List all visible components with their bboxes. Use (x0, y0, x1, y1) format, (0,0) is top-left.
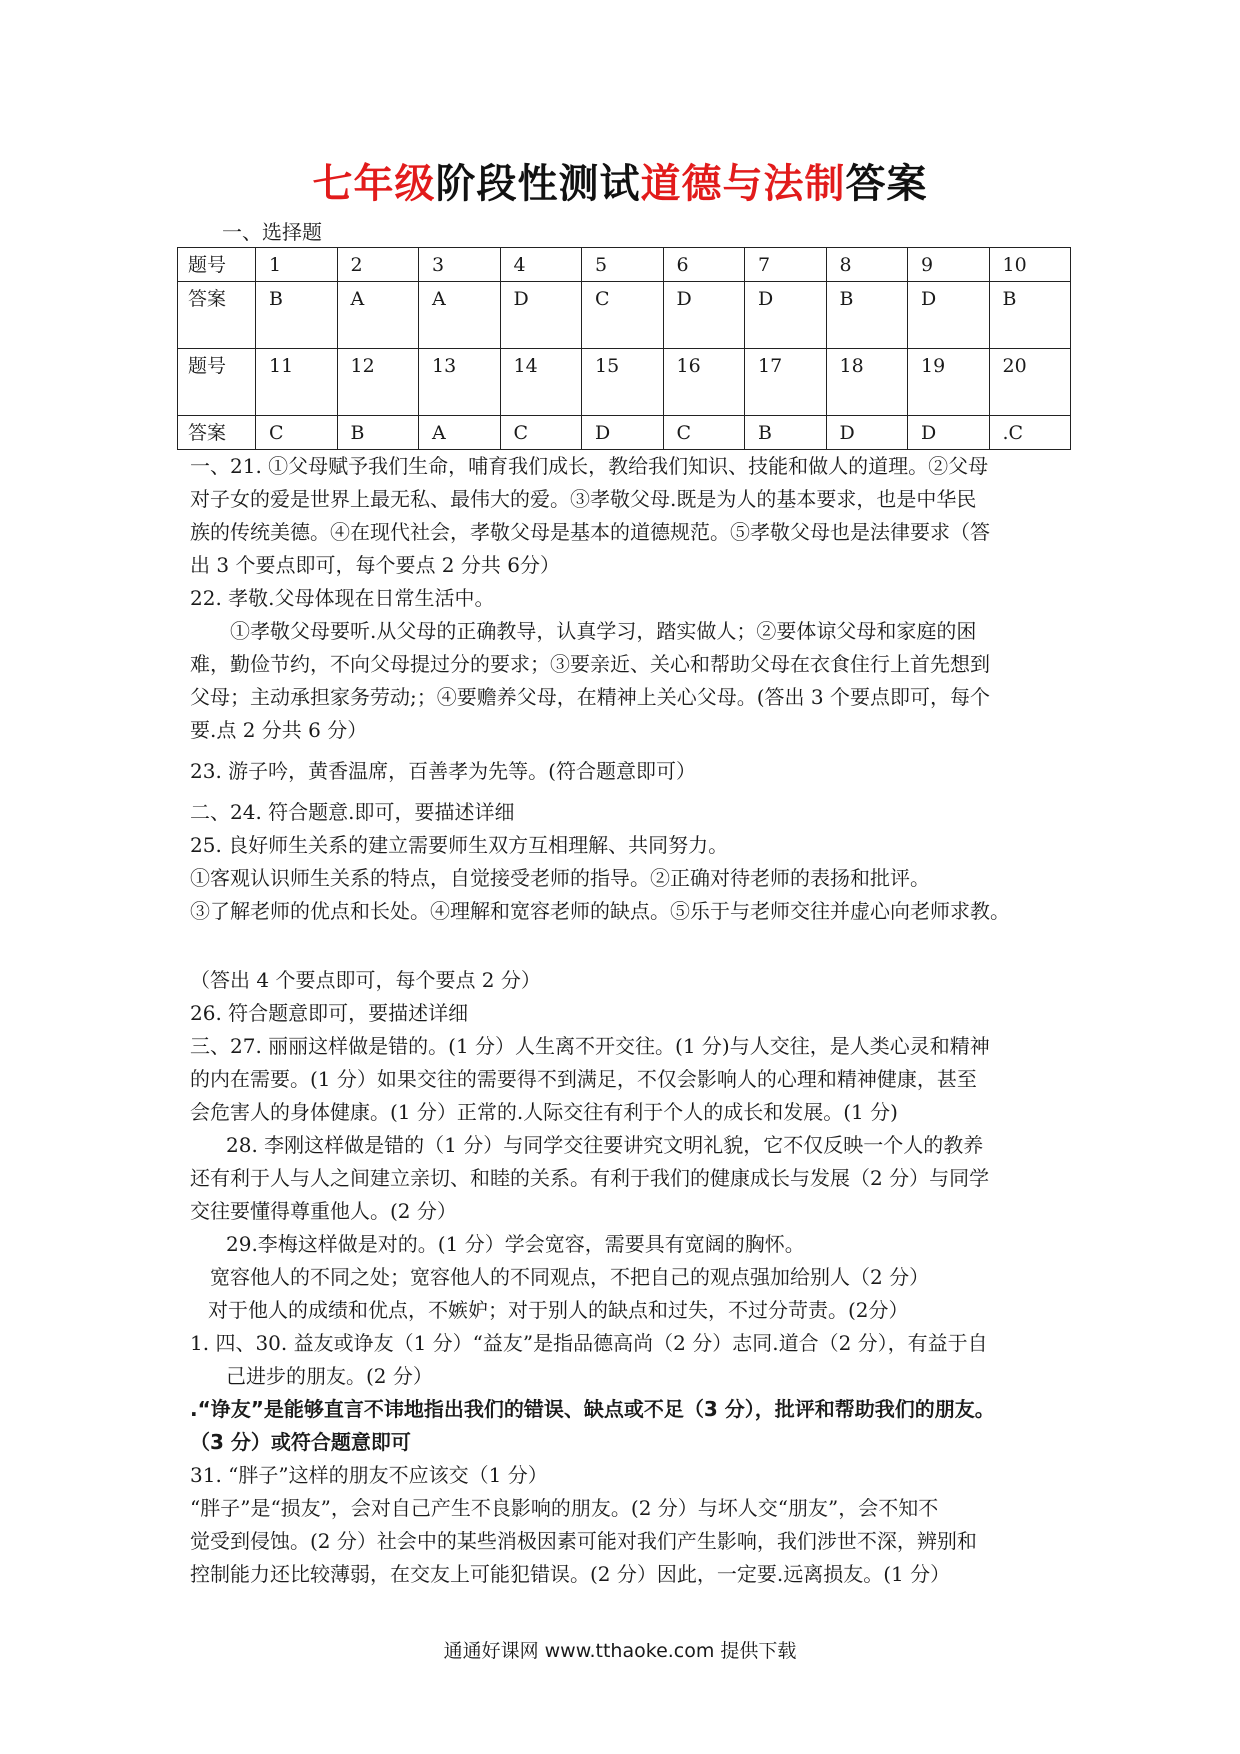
q28-line: 交往要懂得尊重他人。(2 分） (190, 1199, 457, 1223)
answer-cell: C (663, 416, 745, 450)
q21-line: 族的传统美德。④在现代社会，孝敬父母是基本的道德规范。⑤孝敬父母也是法律要求（答 (190, 520, 990, 544)
row-label-answer: 答案 (178, 416, 256, 450)
question-number: 10 (989, 248, 1071, 282)
q22-line: 难，勤俭节约，不向父母提过分的要求；③要亲近、关心和帮助父母在衣食住行上首先想到 (190, 652, 990, 676)
q21-line: 对子女的爱是世界上最无私、最伟大的爱。③孝敬父母.既是为人的基本要求，也是中华民 (190, 487, 977, 511)
answer-cell: D (826, 416, 908, 450)
answer-cell: D (663, 282, 745, 349)
q31-line: 觉受到侵蚀。(2 分）社会中的某些消极因素可能对我们产生影响，我们涉世不深，辨别和 (190, 1529, 977, 1553)
q27-line: 会危害人的身体健康。(1 分）正常的.人际交往有利于个人的成长和发展。(1 分) (190, 1100, 898, 1124)
q30-line: 1. 四、30. 益友或诤友（1 分）“益友”是指品德高尚（2 分）志同.道合（2 分），有益于自 (190, 1331, 988, 1355)
question-number: 20 (989, 349, 1071, 416)
q25-line: ①客观认识师生关系的特点，自觉接受老师的指导。②正确对待老师的表扬和批评。 (190, 866, 930, 890)
question-number: 18 (826, 349, 908, 416)
table-row (178, 248, 1071, 282)
title-answer: 答案 (845, 161, 928, 207)
q22-line: ①孝敬父母要听.从父母的正确教导，认真学习，踏实做人；②要体谅父母和家庭的困 (230, 619, 977, 643)
q28-line: 28. 李刚这样做是错的（1 分）与同学交往要讲究文明礼貌，它不仅反映一个人的教养 (226, 1133, 984, 1157)
table-row (178, 416, 1071, 450)
row-label-number: 题号 (178, 349, 256, 416)
question-number: 4 (500, 248, 582, 282)
question-number: 14 (500, 349, 582, 416)
page-title (0, 158, 1240, 210)
question-number: 16 (663, 349, 745, 416)
question-number: 7 (745, 248, 827, 282)
answer-cell: C (500, 416, 582, 450)
answer-cell: B (256, 282, 338, 349)
footer-source: 通通好课网 www.tthaoke.com 提供下载 (443, 1640, 797, 1662)
q30-line: （3 分）或符合题意即可 (190, 1430, 411, 1454)
table-row (178, 349, 1071, 416)
answer-cell: .C (989, 416, 1071, 450)
table-row (178, 282, 1071, 349)
q22-line: 22. 孝敬.父母体现在日常生活中。 (190, 586, 495, 610)
answer-body (190, 450, 1062, 1591)
answer-cell: D (582, 416, 664, 450)
question-number: 13 (419, 349, 501, 416)
q22-line: 要.点 2 分共 6 分） (190, 718, 368, 742)
answer-cell: C (256, 416, 338, 450)
question-number: 2 (337, 248, 419, 282)
answer-table (177, 247, 1071, 450)
q27-line: 三、27. 丽丽这样做是错的。(1 分）人生离不开交往。(1 分)与人交往，是人类心灵和精神 (190, 1034, 990, 1058)
question-number: 15 (582, 349, 664, 416)
question-number: 1 (256, 248, 338, 282)
q27-line: 的内在需要。(1 分）如果交往的需要得不到满足，不仅会影响人的心理和精神健康，甚至 (190, 1067, 977, 1091)
q25-line: ③了解老师的优点和长处。④理解和宽容老师的缺点。⑤乐于与老师交往并虚心向老师求教。 (190, 899, 1010, 923)
answer-cell: D (908, 416, 990, 450)
q24-line: 二、24. 符合题意.即可，要描述详细 (190, 800, 515, 824)
title-grade: 七年级 (312, 161, 436, 207)
q23-line: 23. 游子吟，黄香温席，百善孝为先等。(符合题意即可） (190, 759, 696, 783)
answer-cell: B (826, 282, 908, 349)
question-number: 17 (745, 349, 827, 416)
q21-line: 出 3 个要点即可，每个要点 2 分共 6分） (190, 553, 560, 577)
answer-cell: A (337, 282, 419, 349)
q29-line: 宽容他人的不同之处；宽容他人的不同观点，不把自己的观点强加给别人（2 分） (210, 1265, 930, 1289)
q26-line: 26. 符合题意即可，要描述详细 (190, 1001, 469, 1025)
title-subject: 道德与法制 (640, 161, 846, 207)
question-number: 19 (908, 349, 990, 416)
row-label-answer: 答案 (178, 282, 256, 349)
answer-cell: B (337, 416, 419, 450)
q28-line: 还有利于人与人之间建立亲切、和睦的关系。有利于我们的健康成长与发展（2 分）与同学 (190, 1166, 990, 1190)
q25-line: （答出 4 个要点即可，每个要点 2 分） (190, 968, 541, 992)
title-test: 阶段性测试 (435, 161, 641, 207)
q29-line: 对于他人的成绩和优点，不嫉妒；对于别人的缺点和过失，不过分苛责。(2分） (208, 1298, 909, 1322)
answer-cell: B (989, 282, 1071, 349)
answer-cell: D (500, 282, 582, 349)
answer-cell: A (419, 282, 501, 349)
question-number: 3 (419, 248, 501, 282)
answer-cell: D (908, 282, 990, 349)
question-number: 6 (663, 248, 745, 282)
answer-cell: D (745, 282, 827, 349)
q31-line: “胖子”是“损友”，会对自己产生不良影响的朋友。(2 分）与坏人交“朋友”，会不知不 (190, 1496, 939, 1520)
q25-line: 25. 良好师生关系的建立需要师生双方互相理解、共同努力。 (190, 833, 729, 857)
q31-line: 31. “胖子”这样的朋友不应该交（1 分） (190, 1463, 548, 1487)
q21-line: 一、21. ①父母赋予我们生命，哺育我们成长，教给我们知识、技能和做人的道理。②父母 (190, 454, 989, 478)
question-number: 8 (826, 248, 908, 282)
answer-cell: A (419, 416, 501, 450)
answer-cell: C (582, 282, 664, 349)
q31-line: 控制能力还比较薄弱，在交友上可能犯错误。(2 分）因此，一定要.远离损友。(1 分） (190, 1562, 951, 1586)
row-label-number: 题号 (178, 248, 256, 282)
question-number: 5 (582, 248, 664, 282)
question-number: 12 (337, 349, 419, 416)
q29-line: 29.李梅这样做是对的。(1 分）学会宽容，需要具有宽阔的胸怀。 (226, 1232, 805, 1256)
question-number: 11 (256, 349, 338, 416)
question-number: 9 (908, 248, 990, 282)
q30-line: .“诤友”是能够直言不讳地指出我们的错误、缺点或不足（3 分），批评和帮助我们的朋友。 (190, 1397, 995, 1421)
q30-line: 己进步的朋友。(2 分） (226, 1364, 433, 1388)
section-multiple-choice-label: 一、选择题 (222, 220, 322, 244)
q22-line: 父母；主动承担家务劳动;；④要赡养父母，在精神上关心父母。(答出 3 个要点即可，每个 (190, 685, 990, 709)
answer-cell: B (745, 416, 827, 450)
